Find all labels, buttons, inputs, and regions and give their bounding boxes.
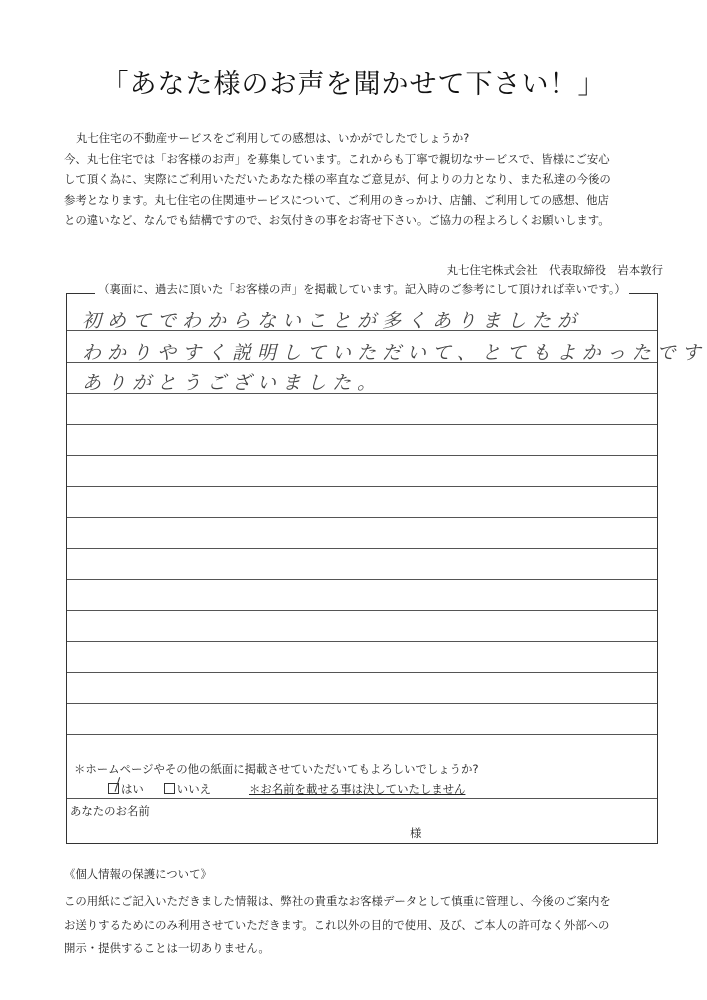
intro-line: して頂く為に、実際にご利用いただいたあなた様の率直なご意見が、何よりの力となり、また私達の今後の <box>64 172 611 186</box>
ruled-line <box>67 548 657 549</box>
honorific: 様 <box>410 826 422 840</box>
signer: 丸七住宅株式会社 代表取締役 岩本敦行 <box>446 263 663 277</box>
ruled-line <box>67 579 657 580</box>
handwritten-comment-line: 初めてでわからないことが多くありましたが <box>82 310 583 332</box>
privacy-line: お送りするためにのみ利用させていただきます。これ以外の目的で使用、及び、ご本人の許可なく外部への <box>64 917 610 932</box>
name-label: あなたのお名前 <box>70 804 150 818</box>
no-name-note: ＊お名前を載せる事は決していたしません <box>248 782 466 796</box>
form-note-text: （裏面に、過去に頂いた「お客様の声」を掲載しています。記入時のご参考にして頂ければ幸いです。） <box>95 282 629 296</box>
ruled-line <box>67 798 657 799</box>
option-yes[interactable] <box>108 781 144 797</box>
ruled-line <box>67 641 657 642</box>
ruled-line <box>67 610 657 611</box>
intro-line: 今、丸七住宅では「お客様のお声」を募集しています。これからも丁寧で親切なサービスで、皆様にご安心 <box>64 151 610 166</box>
checkbox-yes[interactable] <box>108 783 119 794</box>
ruled-line <box>67 703 657 704</box>
intro-line: 参考となります。丸七住宅の住関連サービスについて、ご利用のきっかけ、店舗、ご利用しての感想、他店 <box>64 192 609 207</box>
handwritten-comment-line: わかりやすく説明していただいて、とてもよかったです <box>82 342 707 364</box>
ruled-line <box>67 517 657 518</box>
privacy-line: 開示・提供することは一切ありません。 <box>64 941 270 955</box>
option-no[interactable] <box>164 781 211 797</box>
privacy-body <box>64 890 674 961</box>
intro-text <box>64 128 660 231</box>
intro-line: との違いなど、なんでも結構ですので、お気付きの事をお寄せ下さい。ご協力の程よろしくお願いします。 <box>64 213 610 227</box>
page-title: 「あなた様のお声を聞かせて下さい！」 <box>101 69 606 100</box>
privacy-title: 《個人情報の保護について》 <box>64 867 212 881</box>
intro-line: 丸七住宅の不動産サービスをご利用しての感想は、いかがでしたでしょうか? <box>76 131 470 145</box>
ruled-line <box>67 455 657 456</box>
privacy-line: この用紙にご記入いただきました情報は、弊社の貴重なお客様データとして慎重に管理し、今後のご案内を <box>64 894 611 908</box>
ruled-line <box>67 486 657 487</box>
form-note <box>66 281 658 297</box>
option-no-label: いいえ <box>176 782 211 796</box>
ruled-line <box>67 424 657 425</box>
handwritten-comment-line: ありがとうございました。 <box>82 372 383 394</box>
ruled-line <box>67 672 657 673</box>
ruled-line <box>67 734 657 735</box>
option-yes-label: はい <box>121 782 144 796</box>
consent-options <box>108 781 465 797</box>
consent-question: ＊ホームページやその他の紙面に掲載させていただいてもよろしいでしょうか? <box>74 762 479 776</box>
checkbox-no[interactable] <box>164 783 175 794</box>
